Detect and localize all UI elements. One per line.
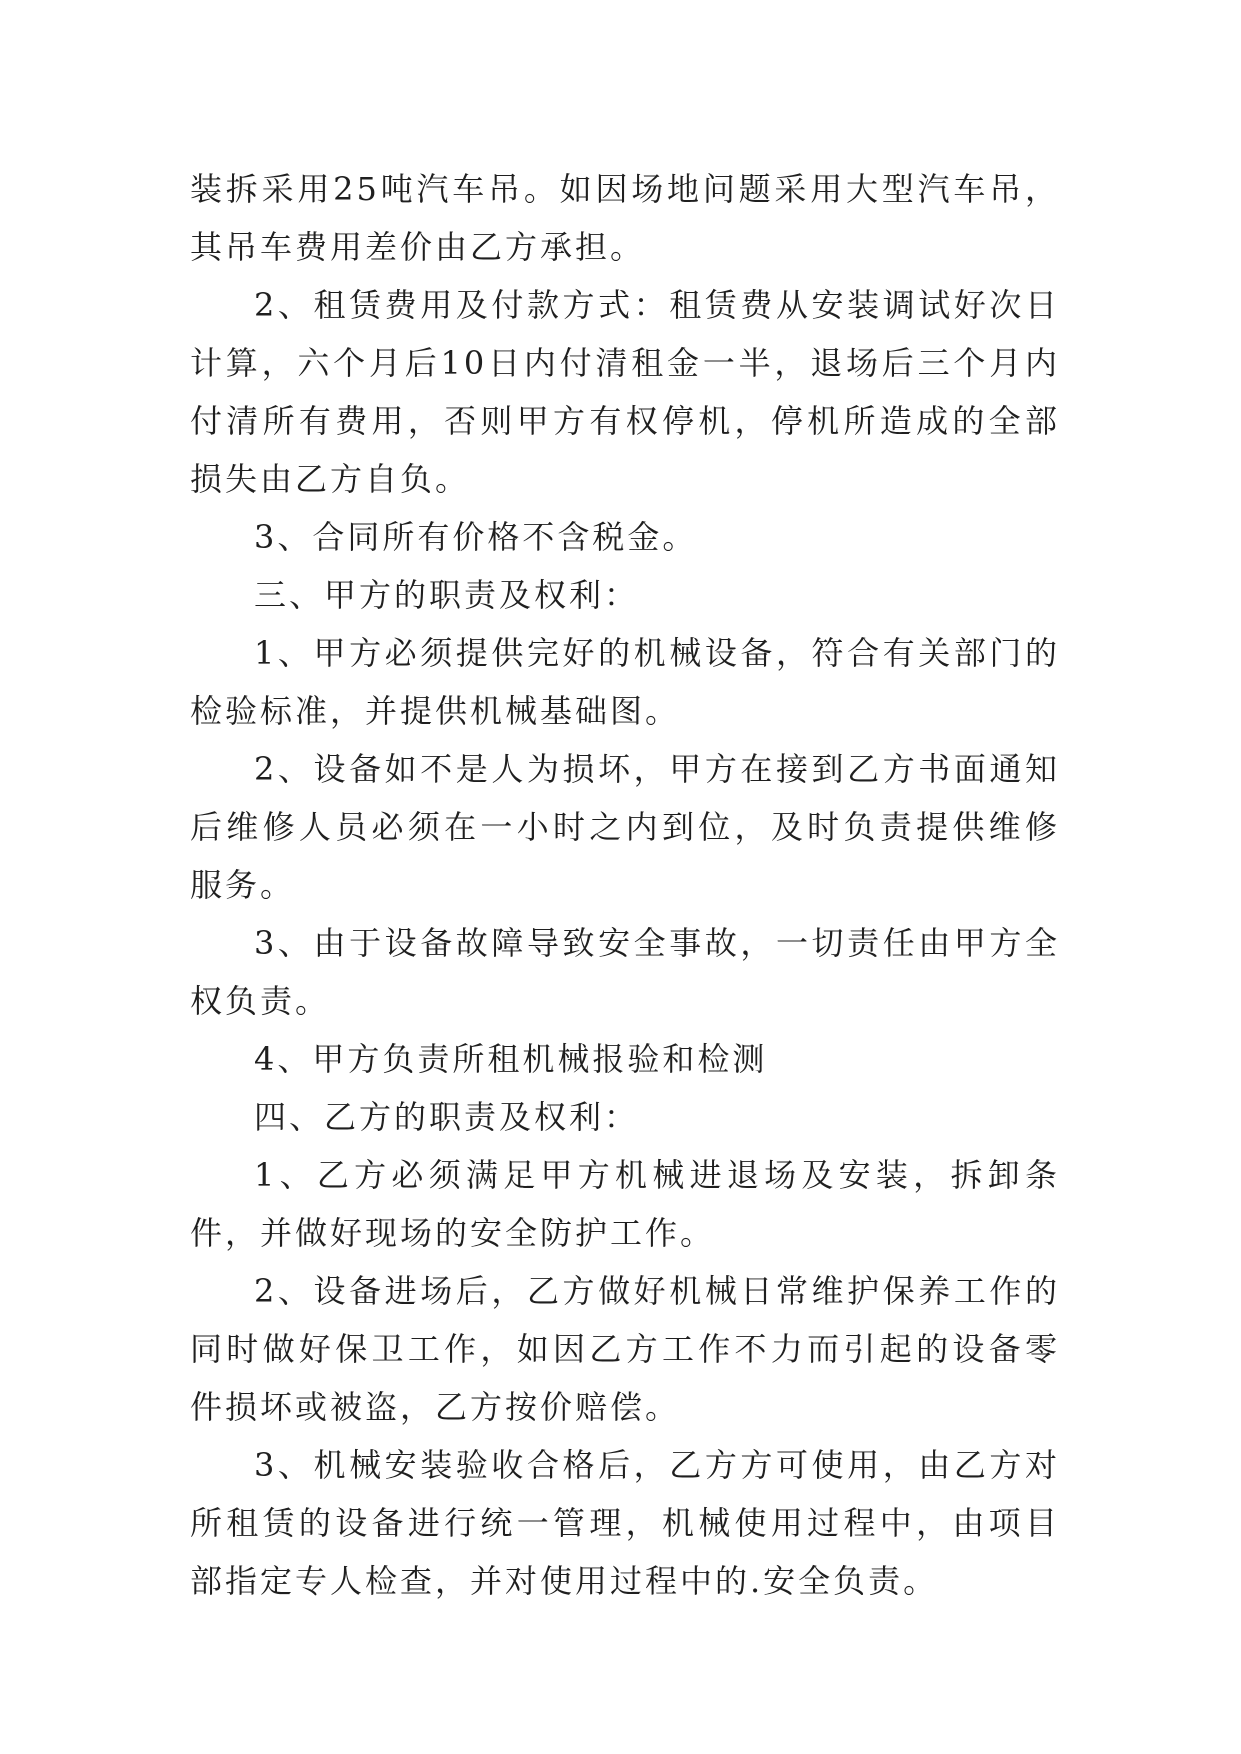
paragraph-party-a-item-3: 3、由于设备故障导致安全事故，一切责任由甲方全权负责。 [190,924,1060,1020]
paragraph-price-tax: 3、合同所有价格不含税金。 [254,518,698,556]
paragraph-party-b-item-3: 3、机械安装验收合格后，乙方方可使用，由乙方对所租赁的设备进行统一管理，机械使用过程中，由项目部指定专人检查，并对使用过程中的.安全负责。 [190,1446,1060,1600]
section-heading-party-a: 三、甲方的职责及权利： [254,576,640,614]
paragraph-party-b-item-2: 2、设备进场后，乙方做好机械日常维护保养工作的同时做好保卫工作，如因乙方工作不力而引起的设备零件损坏或被盗，乙方按价赔偿。 [190,1272,1060,1426]
paragraph-crane-continuation: 装拆采用25吨汽车吊。如因场地问题采用大型汽车吊，其吊车费用差价由乙方承担。 [190,170,1060,266]
document-body [190,160,1060,1610]
paragraph-party-a-item-2: 2、设备如不是人为损坏，甲方在接到乙方书面通知后维修人员必须在一小时之内到位，及时负责提供维修服务。 [190,750,1060,904]
paragraph-party-b-item-1: 1、乙方必须满足甲方机械进退场及安装，拆卸条件，并做好现场的安全防护工作。 [190,1156,1060,1252]
paragraph-rental-payment: 2、租赁费用及付款方式：租赁费从安装调试好次日计算，六个月后10日内付清租金一半，退场后三个月内付清所有费用，否则甲方有权停机，停机所造成的全部损失由乙方自负。 [190,286,1060,498]
section-heading-party-b: 四、乙方的职责及权利： [254,1098,640,1136]
paragraph-party-a-item-1: 1、甲方必须提供完好的机械设备，符合有关部门的检验标准，并提供机械基础图。 [190,634,1060,730]
paragraph-party-a-item-4: 4、甲方负责所租机械报验和检测 [254,1040,768,1078]
